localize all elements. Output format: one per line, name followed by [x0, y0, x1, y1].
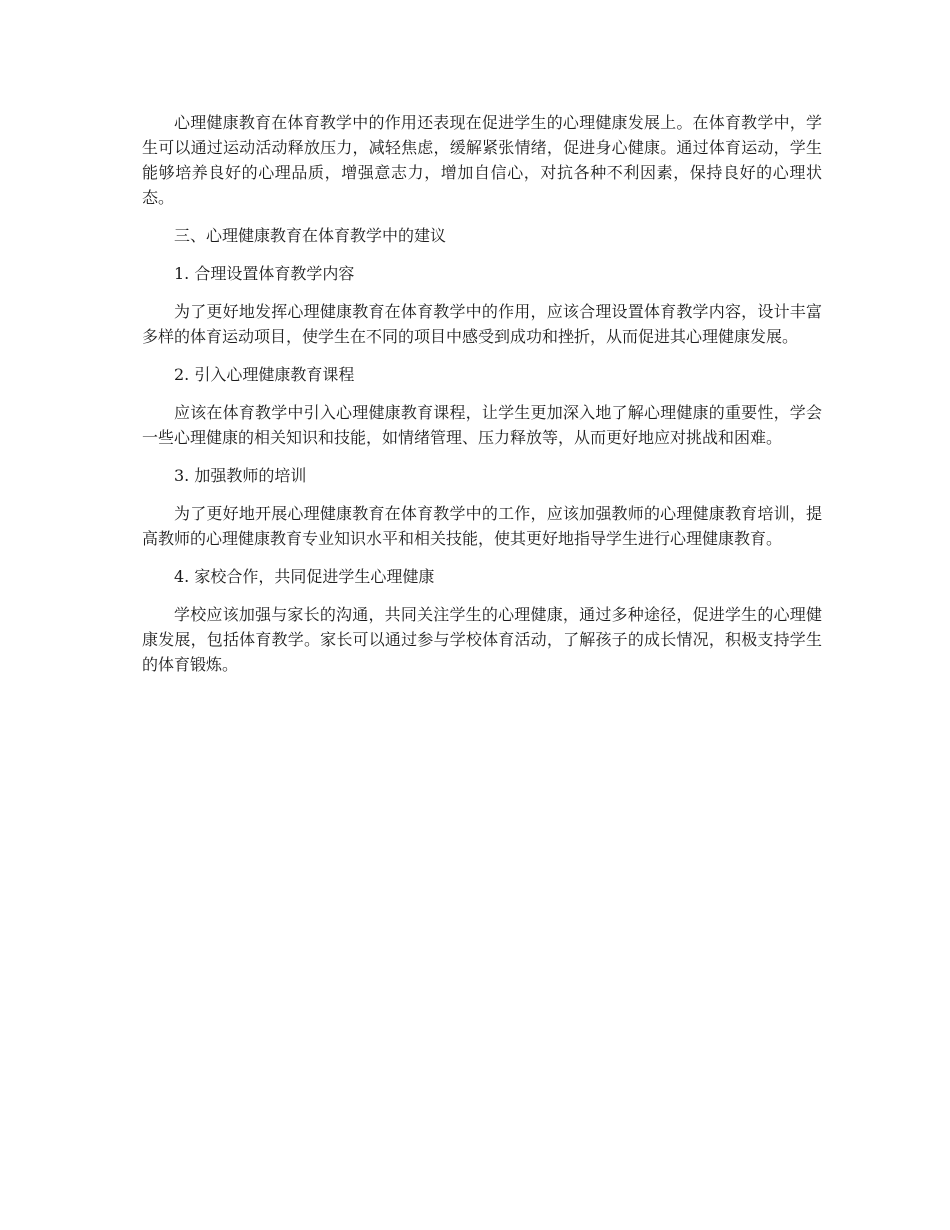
subheading-3: 3. 加强教师的培训: [174, 466, 307, 485]
paragraph-3: 为了更好地开展心理健康教育在体育教学中的工作，应该加强教师的心理健康教育培训，提高教师的心理健康教育专业知识水平和相关技能，使其更好地指导学生进行心理健康教育。: [142, 504, 822, 548]
paragraph-1: 为了更好地发挥心理健康教育在体育教学中的作用，应该合理设置体育教学内容，设计丰富多样的体育运动项目，使学生在不同的项目中感受到成功和挫折，从而促进其心理健康发展。: [142, 302, 822, 346]
subheading-1: 1. 合理设置体育教学内容: [174, 264, 355, 283]
document-page: [142, 110, 822, 690]
paragraph-2: 应该在体育教学中引入心理健康教育课程，让学生更加深入地了解心理健康的重要性，学会一些心理健康的相关知识和技能，如情绪管理、压力释放等，从而更好地应对挑战和困难。: [142, 403, 822, 447]
subheading-2: 2. 引入心理健康教育课程: [174, 365, 355, 384]
paragraph-role-of-education: 心理健康教育在体育教学中的作用还表现在促进学生的心理健康发展上。在体育教学中，学生可以通过运动活动释放压力，减轻焦虑，缓解紧张情绪，促进身心健康。通过体育运动，学生能够培养良好的心理品质，增强意志力，增加自信心，对抗各种不利因素，保持良好的心理状态。: [142, 113, 822, 207]
subheading-4: 4. 家校合作，共同促进学生心理健康: [174, 567, 435, 586]
section-heading-suggestions: 三、心理健康教育在体育教学中的建议: [174, 226, 447, 245]
paragraph-4: 学校应该加强与家长的沟通，共同关注学生的心理健康，通过多种途径，促进学生的心理健康发展，包括体育教学。家长可以通过参与学校体育活动，了解孩子的成长情况，积极支持学生的体育锻炼。: [142, 605, 822, 674]
